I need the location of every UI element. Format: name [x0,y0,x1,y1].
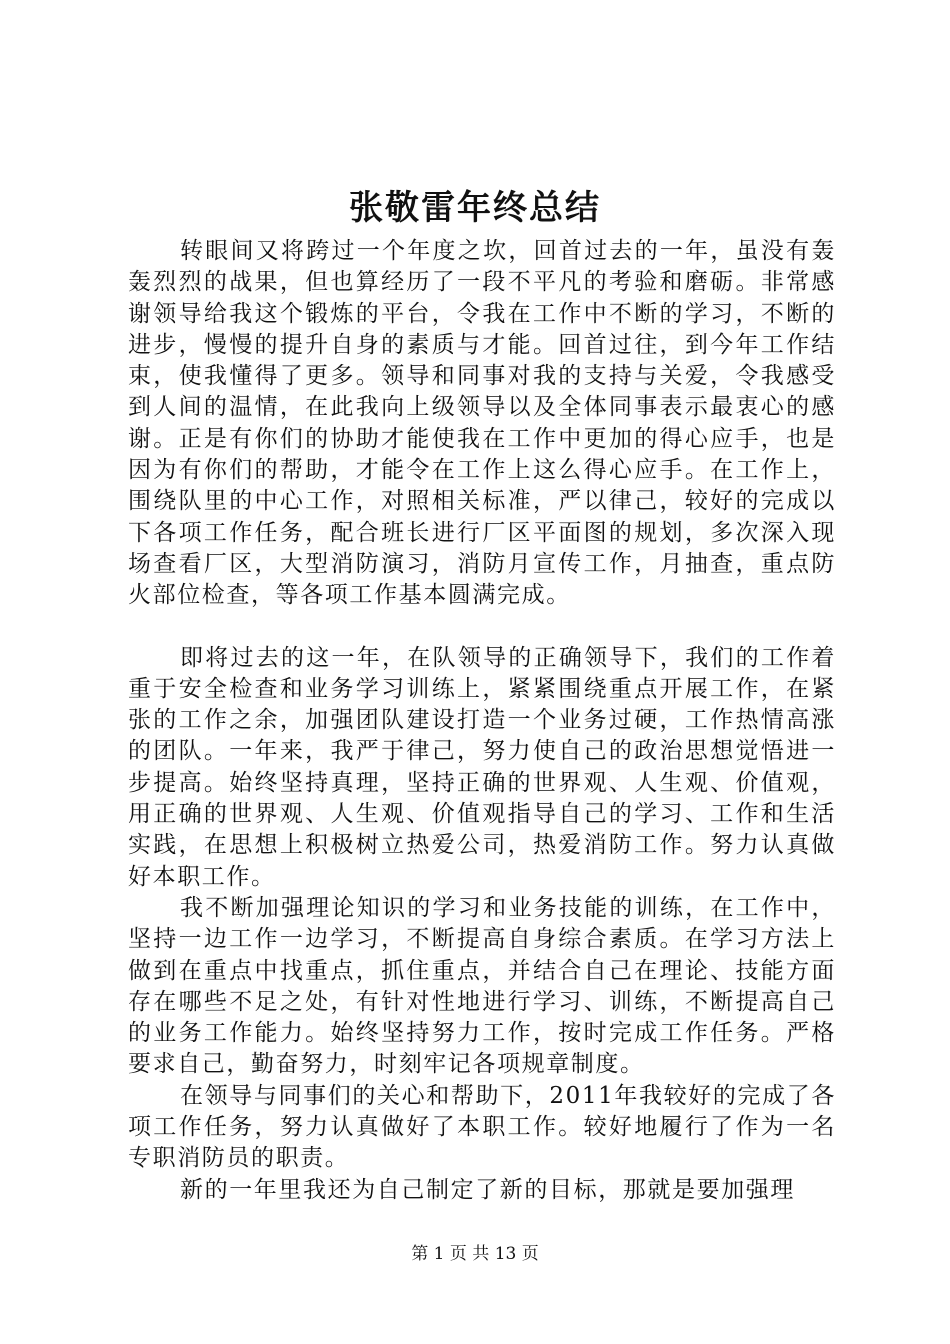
paragraph-2: 即将过去的这一年，在队领导的正确领导下，我们的工作着重于安全检查和业务学习训练上，紧紧围绕重点开展工作，在紧张的工作之余，加强团队建设打造一个业务过硬，工作热情高涨的团队。一年来，我严于律己，努力使自己的政治思想觉悟进一步提高。始终坚持真理，坚持正确的世界观、人生观、价值观，用正确的世界观、人生观、价值观指导自己的学习、工作和生活实践，在思想上积极树立热爱公司，热爱消防工作。努力认真做好本职工作。 [128,644,836,890]
paragraph-5: 新的一年里我还为自己制定了新的目标，那就是要加强理 [180,1176,795,1203]
paragraph-3: 我不断加强理论知识的学习和业务技能的训练，在工作中，坚持一边工作一边学习，不断提高自身综合素质。在学习方法上做到在重点中找重点，抓住重点，并结合自己在理论、技能方面存在哪些不足之处，有针对性地进行学习、训练，不断提高自己的业务工作能力。始终坚持努力工作，按时完成工作任务。严格要求自己，勤奋努力，时刻牢记各项规章制度。 [128,894,836,1078]
paragraph-4: 在领导与同事们的关心和帮助下，2011年我较好的完成了各项工作任务，努力认真做好了本职工作。较好地履行了作为一名专职消防员的职责。 [128,1082,836,1172]
document-body [128,236,836,1206]
paragraph-spacer [128,612,836,643]
document-title: 张敬雷年终总结 [349,188,601,228]
page-footer: 第 1 页 共 13 页 [411,1244,539,1264]
paragraph-1: 转眼间又将跨过一个年度之坎，回首过去的一年，虽没有轰轰烈烈的战果，但也算经历了一段不平凡的考验和磨砺。非常感谢领导给我这个锻炼的平台，令我在工作中不断的学习，不断的进步，慢慢的提升自身的素质与才能。回首过往，到今年工作结束，使我懂得了更多。领导和同事对我的支持与关爱，令我感受到人间的温情，在此我向上级领导以及全体同事表示最衷心的感谢。正是有你们的协助才能使我在工作中更加的得心应手，也是因为有你们的帮助，才能令在工作上这么得心应手。在工作上，围绕队里的中心工作，对照相关标准，严以律己，较好的完成以下各项工作任务，配合班长进行厂区平面图的规划，多次深入现场查看厂区，大型消防演习，消防月宣传工作，月抽查，重点防火部位检查，等各项工作基本圆满完成。 [128,238,836,609]
